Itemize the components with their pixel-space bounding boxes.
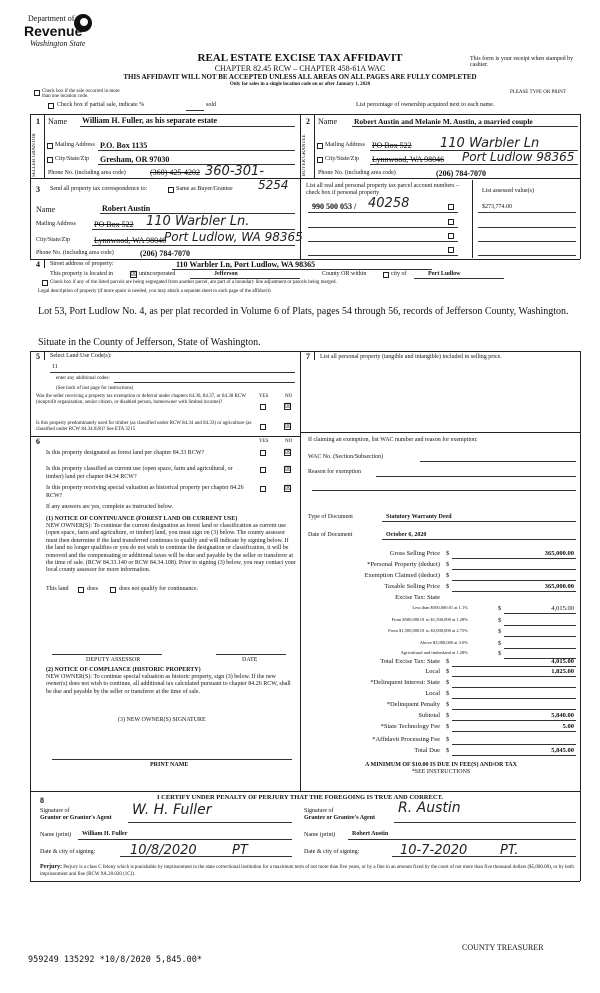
grantee-date-label: Date & city of signing: [304, 849, 360, 855]
list-personal-label: List all personal property (tangible and intangible) included in selling price. [320, 354, 502, 360]
seller-mailing-label: Mailing Address [55, 142, 95, 148]
tax-row-label: From $1,500,000.01 to $3,000,000 at 2.75% [388, 628, 468, 633]
q1-yes-checkbox[interactable] [260, 404, 266, 410]
no-header-6: NO [285, 439, 293, 444]
corr-num: 3 [36, 185, 40, 194]
tax-row-label: Gross Selling Price [389, 550, 440, 557]
land-does-checkbox[interactable] [78, 587, 84, 593]
segregated-label: Check box if any of the listed parcels are being segregated from another parcel, are part of a boundary line adjustment or parcels being merged. [50, 280, 337, 285]
tax-row-dollar: $ [446, 723, 450, 730]
additional-codes-label: enter any additional codes: [56, 376, 110, 381]
exemption-label: If claiming an exemption, list WAC number and reason for exemption: [308, 437, 478, 443]
tax-row-label: Total Due [414, 747, 440, 754]
tax-row-dollar: $ [446, 550, 450, 557]
tax-row-label: Agricultural and timberland at 1.28% [400, 650, 468, 655]
reason-label: Reason for exemption [308, 469, 361, 475]
corr-mailing-label: Mailing Address [36, 221, 76, 227]
grantor-date-label: Date & city of signing: [40, 849, 96, 855]
grantor-name-label: Name (print) [40, 832, 72, 838]
seller-phone-crossed[interactable]: (360) 425-4202 [150, 168, 200, 177]
tax-row-dollar: $ [446, 572, 450, 579]
yes-header: YES [259, 394, 269, 399]
exemption-question: Was the seller receiving a property tax exemption or deferral under chapters 84.36, 84.37, or 84.38 RCW (nonprofit organization, senior citizen, or disabled person, homeowner with limited income)? [36, 394, 246, 405]
corr-city-crossed[interactable]: Lynnwood, WA 98046 [94, 236, 167, 245]
this-land-label: This land [46, 586, 69, 592]
personal-property-checkbox-2[interactable] [448, 219, 454, 225]
buyer-city-crossed[interactable]: Lynnwood, WA 98046 [372, 155, 445, 164]
see-instructions: *SEE INSTRUCTIONS [411, 769, 471, 775]
unincorporated-label: unincorporated [139, 271, 176, 277]
buyer-phone[interactable]: (206) 784-7070 [436, 169, 486, 178]
q2-yes-checkbox[interactable] [260, 424, 266, 430]
tax-row-dollar: $ [498, 628, 502, 635]
seller-phone-handwritten[interactable]: 360-301- [205, 164, 265, 179]
corr-mailing-handwritten[interactable]: 110 Warbler Ln. [146, 214, 250, 229]
personal-property-checkbox-4[interactable] [448, 247, 454, 253]
tax-row-label: Total Excise Tax: State [380, 658, 440, 665]
partial-sale-checkbox[interactable] [48, 103, 54, 109]
account-number[interactable]: 990 500 053 / [312, 202, 357, 211]
current-use-question: Is this property classified as current use (open space, farm and agricultural, or timber) land per chapter 84.34 RCW? [46, 466, 233, 480]
type-or-print: PLEASE TYPE OR PRINT [510, 90, 566, 95]
same-as-buyer-checkbox[interactable] [168, 187, 174, 193]
perjury-notice [40, 864, 576, 878]
tax-row-value[interactable]: 5,845.00 [551, 747, 574, 754]
corr-city-handwritten[interactable]: Port Ludlow, WA 98365 [164, 230, 303, 244]
grantee-signature[interactable]: R. Austin [398, 800, 461, 816]
buyer-phone-label: Phone No. (including area code) [318, 170, 396, 176]
corr-send-label: Send all property tax correspondence to: [50, 186, 148, 192]
current-use-yes-checkbox[interactable] [260, 467, 266, 473]
personal-prop-num: 7 [306, 352, 310, 361]
signature-num: 8 [40, 796, 44, 805]
corr-handwritten-5254: 5254 [258, 178, 289, 192]
personal-property-checkbox-3[interactable] [448, 233, 454, 239]
seller-phone-label: Phone No. (including area code) [48, 170, 126, 176]
buyer-city-handwritten[interactable]: Port Ludlow 98365 [462, 150, 575, 164]
tax-row-label: Local [425, 668, 440, 675]
doc-type-label: Type of Document [308, 514, 353, 520]
city-of-label: city of [391, 271, 407, 277]
tax-row-value[interactable]: 365,000.00 [544, 550, 574, 557]
wac-label: WAC No. (Section/Subsection) [308, 454, 384, 460]
tax-row-label: *Affidavit Processing Fee [372, 736, 440, 743]
tax-row-value[interactable]: 5.00 [562, 723, 574, 730]
seller-mailing-icon [47, 143, 53, 149]
tax-row-value[interactable]: 4,015.00 [551, 605, 574, 612]
seller-name-label: Name [48, 117, 68, 126]
grantee-print-name[interactable]: Robert Austin [352, 831, 389, 837]
tax-row-dollar: $ [446, 736, 450, 743]
tax-row-label: Exemption Claimed (deduct) [364, 572, 440, 579]
property-num: 4 [36, 260, 40, 269]
county-within-label: County OR within [322, 271, 367, 277]
personal-property-checkbox-1[interactable] [448, 204, 454, 210]
tax-row-dollar: $ [498, 605, 502, 612]
tax-row-dollar: $ [446, 583, 450, 590]
forest-question: Is this property designated as forest land per chapter 84.33 RCW? [46, 450, 205, 456]
dor-line3: Washington State [30, 39, 86, 48]
legal-desc-label: Legal description of property (if more space is needed, you may attach a separate sheet to each page of the affidavit) [38, 289, 271, 294]
tax-row-value[interactable]: 4,015.00 [551, 658, 574, 665]
perjury-label: Perjury: [40, 864, 62, 870]
assessed-label: List assessed value(s) [482, 188, 534, 194]
doc-type[interactable]: Statutory Warranty Deed [386, 514, 452, 520]
form-warning: THIS AFFIDAVIT WILL NOT BE ACCEPTED UNLESS ALL AREAS ON ALL PAGES ARE FULLY COMPLETED [123, 73, 477, 81]
tax-row-label: Subtotal [418, 712, 440, 719]
continuance-title: (1) NOTICE OF CONTINUANCE (FOREST LAND OR CURRENT USE) [46, 516, 238, 522]
grantor-signature[interactable]: W. H. Fuller [132, 802, 212, 818]
tax-row-label: Local [425, 690, 440, 697]
minimum-fee-note: A MINIMUM OF $10.00 IS DUE IN FEE(S) AND/OR TAX [365, 762, 517, 768]
deputy-assessor-label: DEPUTY ASSESSOR [86, 657, 141, 663]
corr-phone[interactable]: (206) 784-7070 [140, 249, 190, 258]
buyer-grantee-side-label: BUYER GRANTEE [302, 134, 307, 176]
perjury-text: Perjury is a class C felony which is punishable by imprisonment in the state correctional institution for a maximum term of not more than five years, or by a fine in an amount fixed by the court of not more than five thousand dollars ($5,000.00), or by both imprisonment and fine (RCW 9A.20.020 (1C)). [40, 865, 574, 877]
grantor-print-name[interactable]: William H. Fuller [82, 831, 128, 837]
land-not-qualify-label: does not qualify for continuance. [119, 586, 199, 592]
tax-row-dollar: $ [446, 561, 450, 568]
county-treasurer-label: COUNTY TREASURER [462, 943, 544, 952]
historic-text: NEW OWNER(S): To continue special valuation as historic property, sign (3) below. If the new owner(s) does not wish to continue, all additional tax calculated pursuant to chapter 84.26 RCW, shall be due and payable by the seller or transferor at the time of sale. [46, 674, 291, 695]
corr-mailing-crossed[interactable]: PO Box 522 [94, 220, 134, 229]
only-for-sales: Only for sales in a single location code on or after January 1, 2020 [229, 82, 371, 87]
sold-label: sold [206, 102, 217, 108]
tax-row-dollar: $ [446, 658, 450, 665]
receipt-note: This form is your receipt when stamped by cashier. [470, 56, 574, 68]
forest-no-checkbox[interactable]: ☒ [285, 448, 292, 456]
tax-row-label: *State Technology Fee [380, 723, 440, 730]
tax-row-dollar: $ [446, 701, 450, 708]
unincorporated-checkbox[interactable]: ☒ [131, 270, 138, 278]
select-land-label: Select Land Use Code(s): [50, 353, 112, 359]
corr-city-label: City/State/Zip [36, 237, 70, 243]
tax-row-label: *Personal Property (deduct) [367, 561, 440, 568]
see-back-label: (See back of last page for instructions) [56, 386, 134, 391]
partial-sale-label: Check box if partial sale, indicate % [57, 102, 145, 108]
corr-phone-label: Phone No. (including area code) [36, 250, 114, 256]
landuse-num: 5 [36, 352, 40, 361]
assessed-value[interactable]: $273,774.00 [482, 204, 512, 210]
seller-city-label: City/State/Zip [55, 156, 89, 162]
grantee-sig-label-1: Signature of [304, 808, 334, 814]
tax-row-dollar: $ [446, 668, 450, 675]
q2-no-checkbox[interactable]: ☒ [285, 422, 292, 430]
grantor-city[interactable]: PT [232, 843, 248, 858]
historic-title: (2) NOTICE OF COMPLIANCE (HISTORIC PROPERTY) [46, 667, 201, 673]
multiple-location-checkbox[interactable] [34, 90, 40, 96]
seller-city[interactable]: Gresham, OR 97030 [100, 155, 170, 164]
land-use-code[interactable]: 11 [52, 364, 58, 370]
historic-no-checkbox[interactable]: ☒ [285, 484, 292, 492]
dor-line1: Department of [28, 14, 75, 23]
timber-question: Is this property predominantly used for timber (as classified under RCW 84.34 and 84.33) or agriculture (as classified under RCW 84.34.020)? See ETA 3215 [36, 421, 252, 432]
assessor-date-label: DATE [242, 657, 258, 663]
current-use-no-checkbox[interactable]: ☒ [285, 465, 292, 473]
multiple-location-label: Check box if the sale occurred in more than one location code. [42, 89, 120, 99]
tax-row-value[interactable]: 365,000.00 [544, 583, 574, 590]
new-owner-signature-label: (3) NEW OWNER(S) SIGNATURE [118, 717, 206, 723]
tax-row-value[interactable]: 5,840.00 [551, 712, 574, 719]
county-name[interactable]: Jefferson [214, 271, 238, 277]
land-not-qualify-checkbox[interactable] [110, 587, 116, 593]
seller-mailing[interactable]: P.O. Box 1135 [100, 141, 148, 150]
buyer-city-icon [317, 157, 323, 163]
segregated-checkbox[interactable] [42, 280, 48, 286]
street-label: Street address of property: [50, 261, 114, 267]
accounts-label: List all real and personal property tax parcel account numbers – check box if personal property [306, 183, 459, 196]
tax-row-label: Taxable Selling Price [384, 583, 440, 590]
tax-row-dollar: $ [446, 679, 450, 686]
tax-row-dollar: $ [498, 617, 502, 624]
dor-logo [24, 12, 104, 50]
tax-row-dollar: $ [446, 712, 450, 719]
grantee-date[interactable]: 10-7-2020 [400, 843, 468, 858]
q1-no-checkbox[interactable]: ☒ [285, 402, 292, 410]
grantee-name-label: Name (print) [304, 832, 336, 838]
grantor-sig-label-2: Grantor or Grantor's Agent [40, 815, 112, 821]
yes-header-6: YES [259, 439, 269, 444]
buyer-city-label: City/State/Zip [325, 156, 359, 162]
grantor-date[interactable]: 10/8/2020 [130, 843, 197, 858]
forest-num: 6 [36, 437, 40, 446]
seller-grantor-side-label: SELLER GRANTOR [32, 133, 37, 177]
seller-num: 1 [36, 117, 40, 126]
legal-description-2[interactable]: Situate in the County of Jefferson, State of Washington. [38, 337, 261, 348]
legal-description-1[interactable]: Lot 53, Port Ludlow No. 4, as per plat recorded in Volume 6 of Plats, pages 54 through 56, records of Jefferson County, Washington. [38, 306, 569, 317]
list-pct-note: List percentage of ownership acquired next to each name. [356, 102, 495, 108]
historic-yes-checkbox[interactable] [260, 486, 266, 492]
city-of-checkbox[interactable] [383, 272, 389, 278]
print-name-label: PRINT NAME [150, 762, 189, 768]
buyer-name-label: Name [318, 117, 338, 126]
dor-line2: Revenue [24, 23, 83, 39]
form-chapter: CHAPTER 82.45 RCW – CHAPTER 458-61A WAC [214, 64, 386, 73]
grantee-city[interactable]: PT. [500, 843, 519, 858]
tax-row-dollar: $ [446, 690, 450, 697]
doc-date-label: Date of Document [308, 532, 353, 538]
located-label: This property is located in [50, 271, 113, 277]
certify-statement: I CERTIFY UNDER PENALTY OF PERJURY THAT THE FOREGOING IS TRUE AND CORRECT. [156, 794, 443, 801]
if-yes-label: If any answers are yes, complete as instructed below. [46, 504, 174, 510]
buyer-mailing-handwritten[interactable]: 110 Warbler Ln [440, 136, 540, 151]
corr-name-label: Name [36, 205, 56, 214]
tax-row-label: Less than $500,000.01 at 1.1% [412, 605, 468, 610]
tax-row-label: *Delinquent Penalty [386, 701, 440, 708]
land-does-label: does [87, 586, 98, 592]
tax-row-label: From $500,000.01 to $1,500,000 at 1.28% [391, 617, 468, 622]
corr-name[interactable]: Robert Austin [102, 204, 151, 213]
buyer-num: 2 [306, 117, 310, 126]
tax-row-label: Excise Tax: State [395, 594, 440, 601]
seller-name[interactable]: William H. Fuller, as his separate estate [82, 116, 218, 125]
street-address[interactable]: 110 Warbler Ln, Port Ludlow, WA 98365 [176, 260, 316, 269]
doc-date[interactable]: October 6, 2020 [386, 532, 427, 538]
treasurer-stamp: 959249 135292 *10/8/2020 5,845.00* [28, 955, 202, 965]
city-name[interactable]: Port Ludlow [428, 271, 461, 277]
tax-row-label: Above $3,000,000 at 3.0% [419, 640, 468, 645]
buyer-mailing-crossed[interactable]: PO Box 522 [372, 141, 412, 150]
buyer-mailing-label: Mailing Address [325, 142, 365, 148]
tax-row-dollar: $ [498, 650, 502, 657]
grantee-sig-label-2: Grantee or Grantee's Agent [304, 815, 376, 821]
tax-row-value[interactable]: 1,825.00 [551, 668, 574, 675]
account-handwritten[interactable]: 40258 [368, 196, 410, 211]
tax-row-dollar: $ [446, 747, 450, 754]
same-as-buyer-label: Same as Buyer/Grantee [176, 186, 233, 192]
buyer-name[interactable]: Robert Austin and Melanie M. Austin, a married couple [354, 117, 533, 126]
historic-question: Is this property receiving special valuation as historical property per chapter 84.26 RCW? [46, 485, 244, 499]
continuance-text: NEW OWNER(S): To continue the current designation as forest land or classification as current use (open space, farm and agriculture, or timber) land, you must sign on (3) below. The county assessor must then determine if the land transferred continues to qualify and will indicate by signing below. If the land no longer qualifies or you do not wish to continue the designation or classification, it will be removed and the compensating or additional taxes will be due and payable by the seller or transferor at the time of sale. (RCW 84.33.140 or RCW 84.34.108). Prior to signing (3) below, you may contact your local county assessor for more information. [46, 523, 296, 574]
tax-row-dollar: $ [498, 640, 502, 647]
form-title: REAL ESTATE EXCISE TAX AFFIDAVIT [197, 52, 403, 64]
buyer-mailing-icon [317, 143, 323, 149]
forest-yes-checkbox[interactable] [260, 450, 266, 456]
grantor-sig-label-1: Signature of [40, 808, 70, 814]
tax-row-label: *Delinquent Interest: State [370, 679, 440, 686]
no-header: NO [285, 394, 293, 399]
seller-city-icon [47, 157, 53, 163]
